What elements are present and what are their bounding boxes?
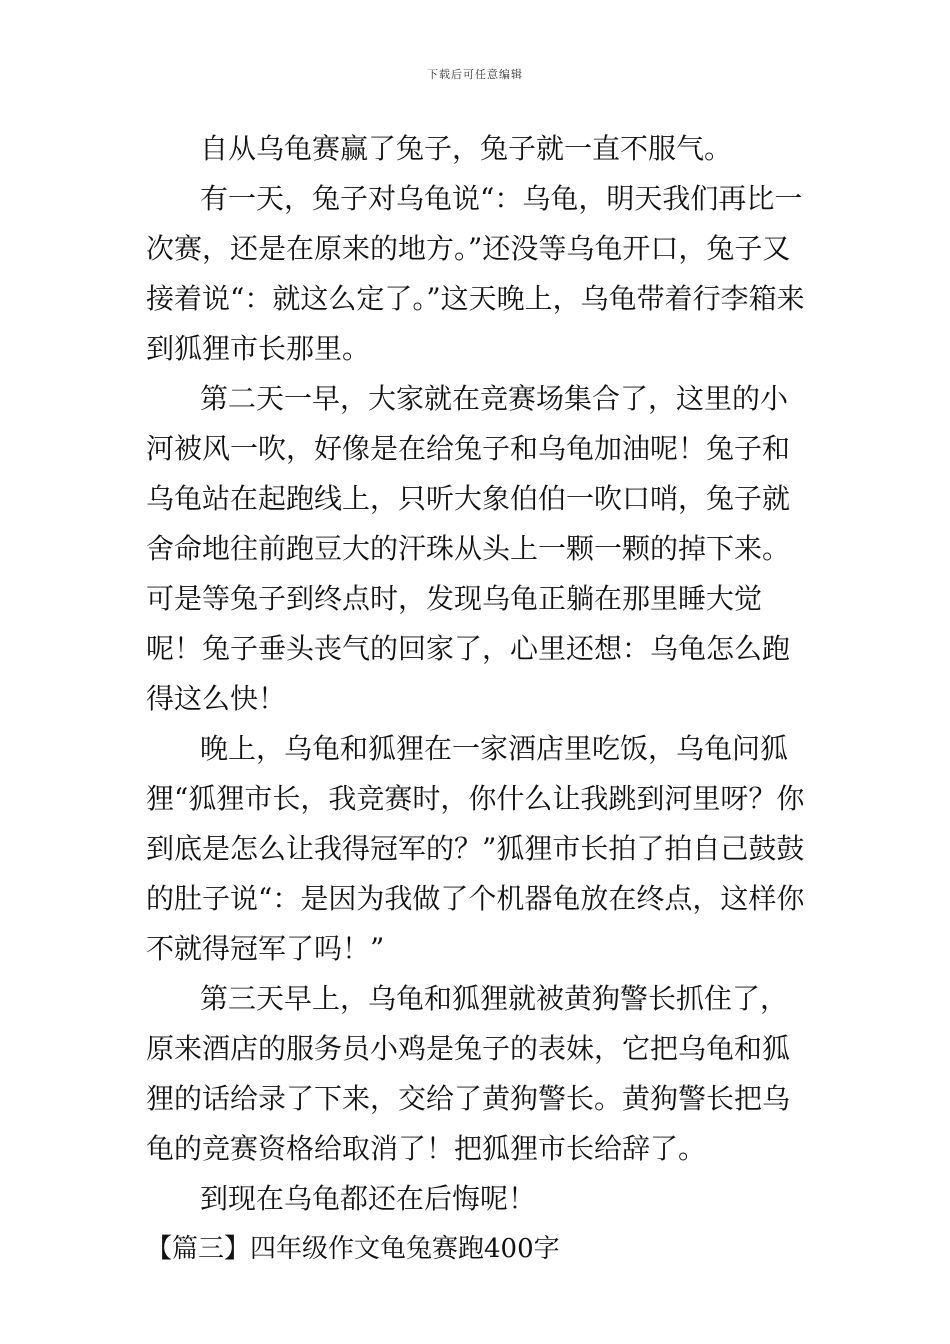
paragraph-3: 第二天一早，大家就在竞赛场集合了，这里的小河被风一吹，好像是在给兔子和乌龟加油呢！兔子和乌龟站在起跑线上，只听大象伯伯一吹口哨，兔子就舍命地往前跑豆大的汗珠从头上一颗一颗的掉下来。可是等兔子到终点时，发现乌龟正躺在那里睡大觉呢！兔子垂头丧气的回家了，心里还想：乌龟怎么跑得这么快！ bbox=[146, 382, 791, 715]
paragraph-5: 第三天早上，乌龟和狐狸就被黄狗警长抓住了，原来酒店的服务员小鸡是兔子的表妹，它把乌龟和狐狸的话给录了下来，交给了黄狗警长。黄狗警长把乌龟的竞赛资格给取消了！把狐狸市长给辞了。 bbox=[146, 982, 791, 1165]
paragraph-6: 到现在乌龟都还在后悔呢！ bbox=[200, 1182, 537, 1215]
paragraph-4: 晚上，乌龟和狐狸在一家酒店里吃饭，乌龟问狐狸“狐狸市长，我竞赛时，你什么让我跳到河里呀？你到底是怎么让我得冠军的？”狐狸市长拍了拍自己鼓鼓的肚子说“：是因为我做了个机器龟放在终点，这样你不就得冠军了吗！” bbox=[146, 732, 805, 965]
download-note: 下载后可任意编辑 bbox=[427, 68, 523, 81]
paragraph-2: 有一天，兔子对乌龟说“：乌龟，明天我们再比一次赛，还是在原来的地方。”还没等乌龟开口，兔子又接着说“：就这么定了。”这天晚上，乌龟带着行李箱来到狐狸市长那里。 bbox=[146, 182, 805, 365]
document-body bbox=[146, 124, 808, 1274]
paragraph-1: 自从乌龟赛赢了兔子，兔子就一直不服气。 bbox=[200, 132, 733, 165]
section-heading: 【篇三】四年级作文龟兔赛跑400字 bbox=[146, 1234, 560, 1264]
